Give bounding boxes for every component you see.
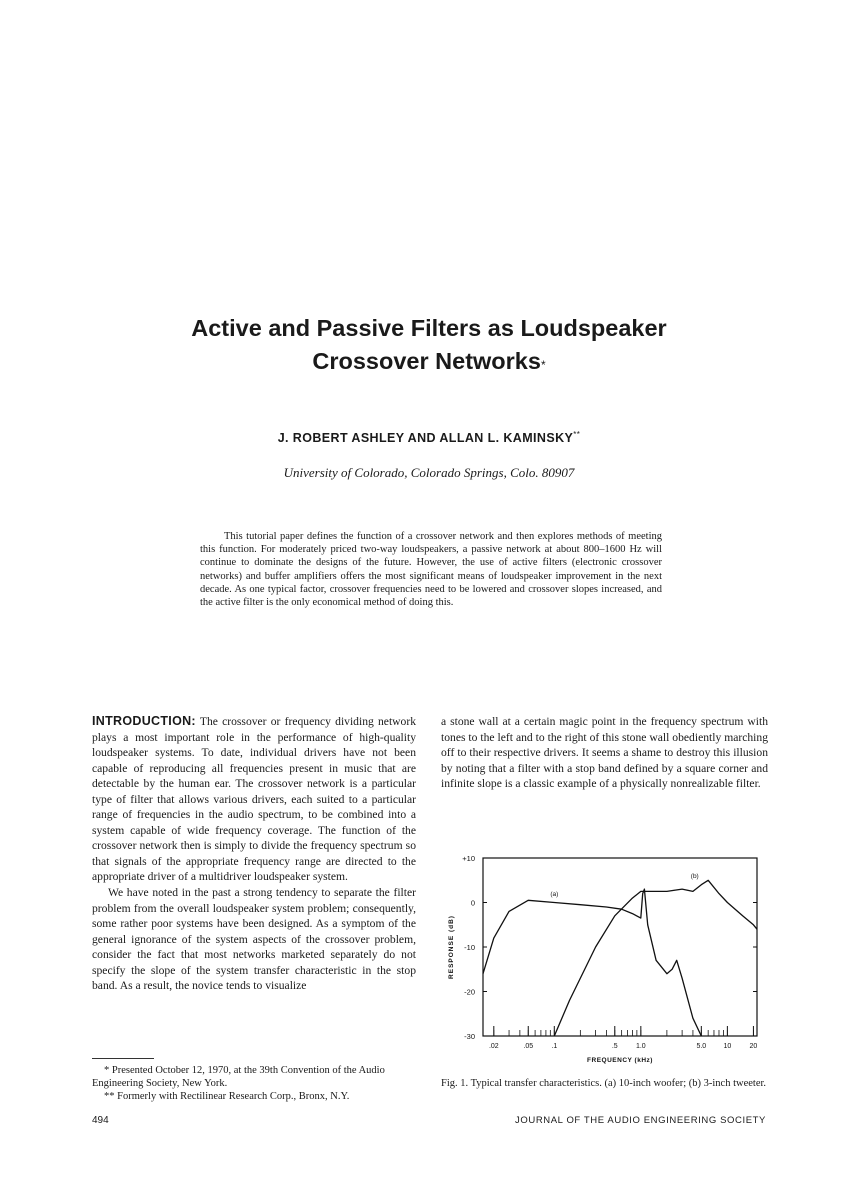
intro-heading: INTRODUCTION:	[92, 714, 196, 728]
y-tick-label: 0	[470, 898, 475, 908]
footnotes	[92, 1064, 416, 1103]
abstract: This tutorial paper defines the function of a crossover network and then explores methods of meeting this function. For moderately priced two-way loudspeakers, a passive network at about 800–1600 Hz will continue to dominate the designs of the future. However, the use of active filters (electronic crossover networks) and buffer amplifiers offers the most significant means of loudspeaker improvement in the next decade. As one typical factor, crossover frequencies need to be lowered and crossover slopes increased, and the active filter is the only economical method of doing this.	[200, 531, 662, 609]
title-footnote-mark: *	[540, 358, 546, 372]
x-tick-label: 10	[723, 1043, 732, 1050]
x-tick-label: .02	[488, 1043, 499, 1050]
right-column	[441, 714, 768, 792]
footnote-rule	[92, 1058, 154, 1059]
left-column	[92, 714, 416, 994]
figure-caption: Fig. 1. Typical transfer characteristics. (a) 10-inch woofer; (b) 3-inch tweeter.	[441, 1078, 767, 1089]
x-axis-label: FREQUENCY (kHz)	[587, 1057, 653, 1064]
authors: J. ROBERT ASHLEY AND ALLAN L. KAMINSKY	[277, 431, 574, 446]
series-label-b: (b)	[690, 873, 699, 881]
page-number: 494	[92, 1115, 109, 1126]
x-tick-label: 20	[749, 1043, 758, 1050]
x-tick-label: 5.0	[696, 1043, 707, 1050]
x-tick-label: 1.0	[635, 1043, 646, 1050]
intro-paragraph-2: We have noted in the past a strong tendency to separate the filter problem from the overall loudspeaker system problem; consequently, some rather poor systems have been designed. As a symptom of the general ignorance of the system aspects of the crossover problem, consider the fact that most networks marketed separately do not specify the slope of the system transfer characteristic in the stop band. As a result, the novice tends to visualize	[92, 886, 416, 993]
author-footnote-mark: **	[573, 430, 581, 439]
right-paragraph-1: a stone wall at a certain magic point in the frequency spectrum with tones to the left and to the right of this stone wall obediently marching off to their respective drivers. It seems a shame to destroy this illusion by noting that a filter with a stop band defined by a square corner and infinite slope is a classic example of a physically nonrealizable filter.	[441, 715, 768, 791]
author-line	[0, 430, 858, 445]
footnote-1: * Presented October 12, 1970, at the 39th Convention of the Audio Engineering Society, New York.	[92, 1065, 385, 1089]
series-label-a: (a)	[550, 890, 559, 898]
y-tick-label: -20	[464, 987, 475, 997]
x-tick-label: .05	[523, 1043, 534, 1050]
title-line-1: Active and Passive Filters as Loudspeaker	[191, 315, 667, 341]
y-tick-label: -10	[464, 943, 475, 952]
y-tick-label: +10	[462, 854, 475, 863]
journal-name: JOURNAL OF THE AUDIO ENGINEERING SOCIETY	[515, 1115, 766, 1126]
intro-paragraph-1	[92, 714, 416, 885]
title-line-2	[0, 345, 858, 378]
affiliation: University of Colorado, Colorado Springs, Colo. 80907	[283, 465, 575, 480]
y-tick-label: -30	[464, 1032, 475, 1041]
x-tick-label: .1	[551, 1043, 558, 1050]
series-line-a	[483, 889, 701, 1036]
title-line-2-text: Crossover Networks	[312, 348, 541, 374]
intro-paragraph-1-text: The crossover or frequency dividing network plays a most important role in the performance of high-quality loudspeaker systems. To date, individual drivers have not been capable of reproducing all frequencies present in music that are detectable by the human ear. The crossover network is a particular type of filter that allows various drivers, each suited to a particular range of frequencies in the audio spectrum, to be combined into a system capable of wide frequency coverage. The function of the crossover network then is simply to divide the frequency spectrum so that signals of the appropriate frequency range are directed to the appropriate driver of a multidriver loudspeaker system.	[92, 715, 416, 884]
y-axis-label: RESPONSE (dB)	[448, 915, 455, 979]
x-tick-label: .5	[611, 1043, 618, 1050]
paper-title	[0, 312, 858, 378]
frequency-response-chart	[441, 846, 766, 1071]
footnote-2: ** Formerly with Rectilinear Research Corp., Bronx, N.Y.	[104, 1091, 350, 1102]
plot-frame	[483, 858, 757, 1036]
